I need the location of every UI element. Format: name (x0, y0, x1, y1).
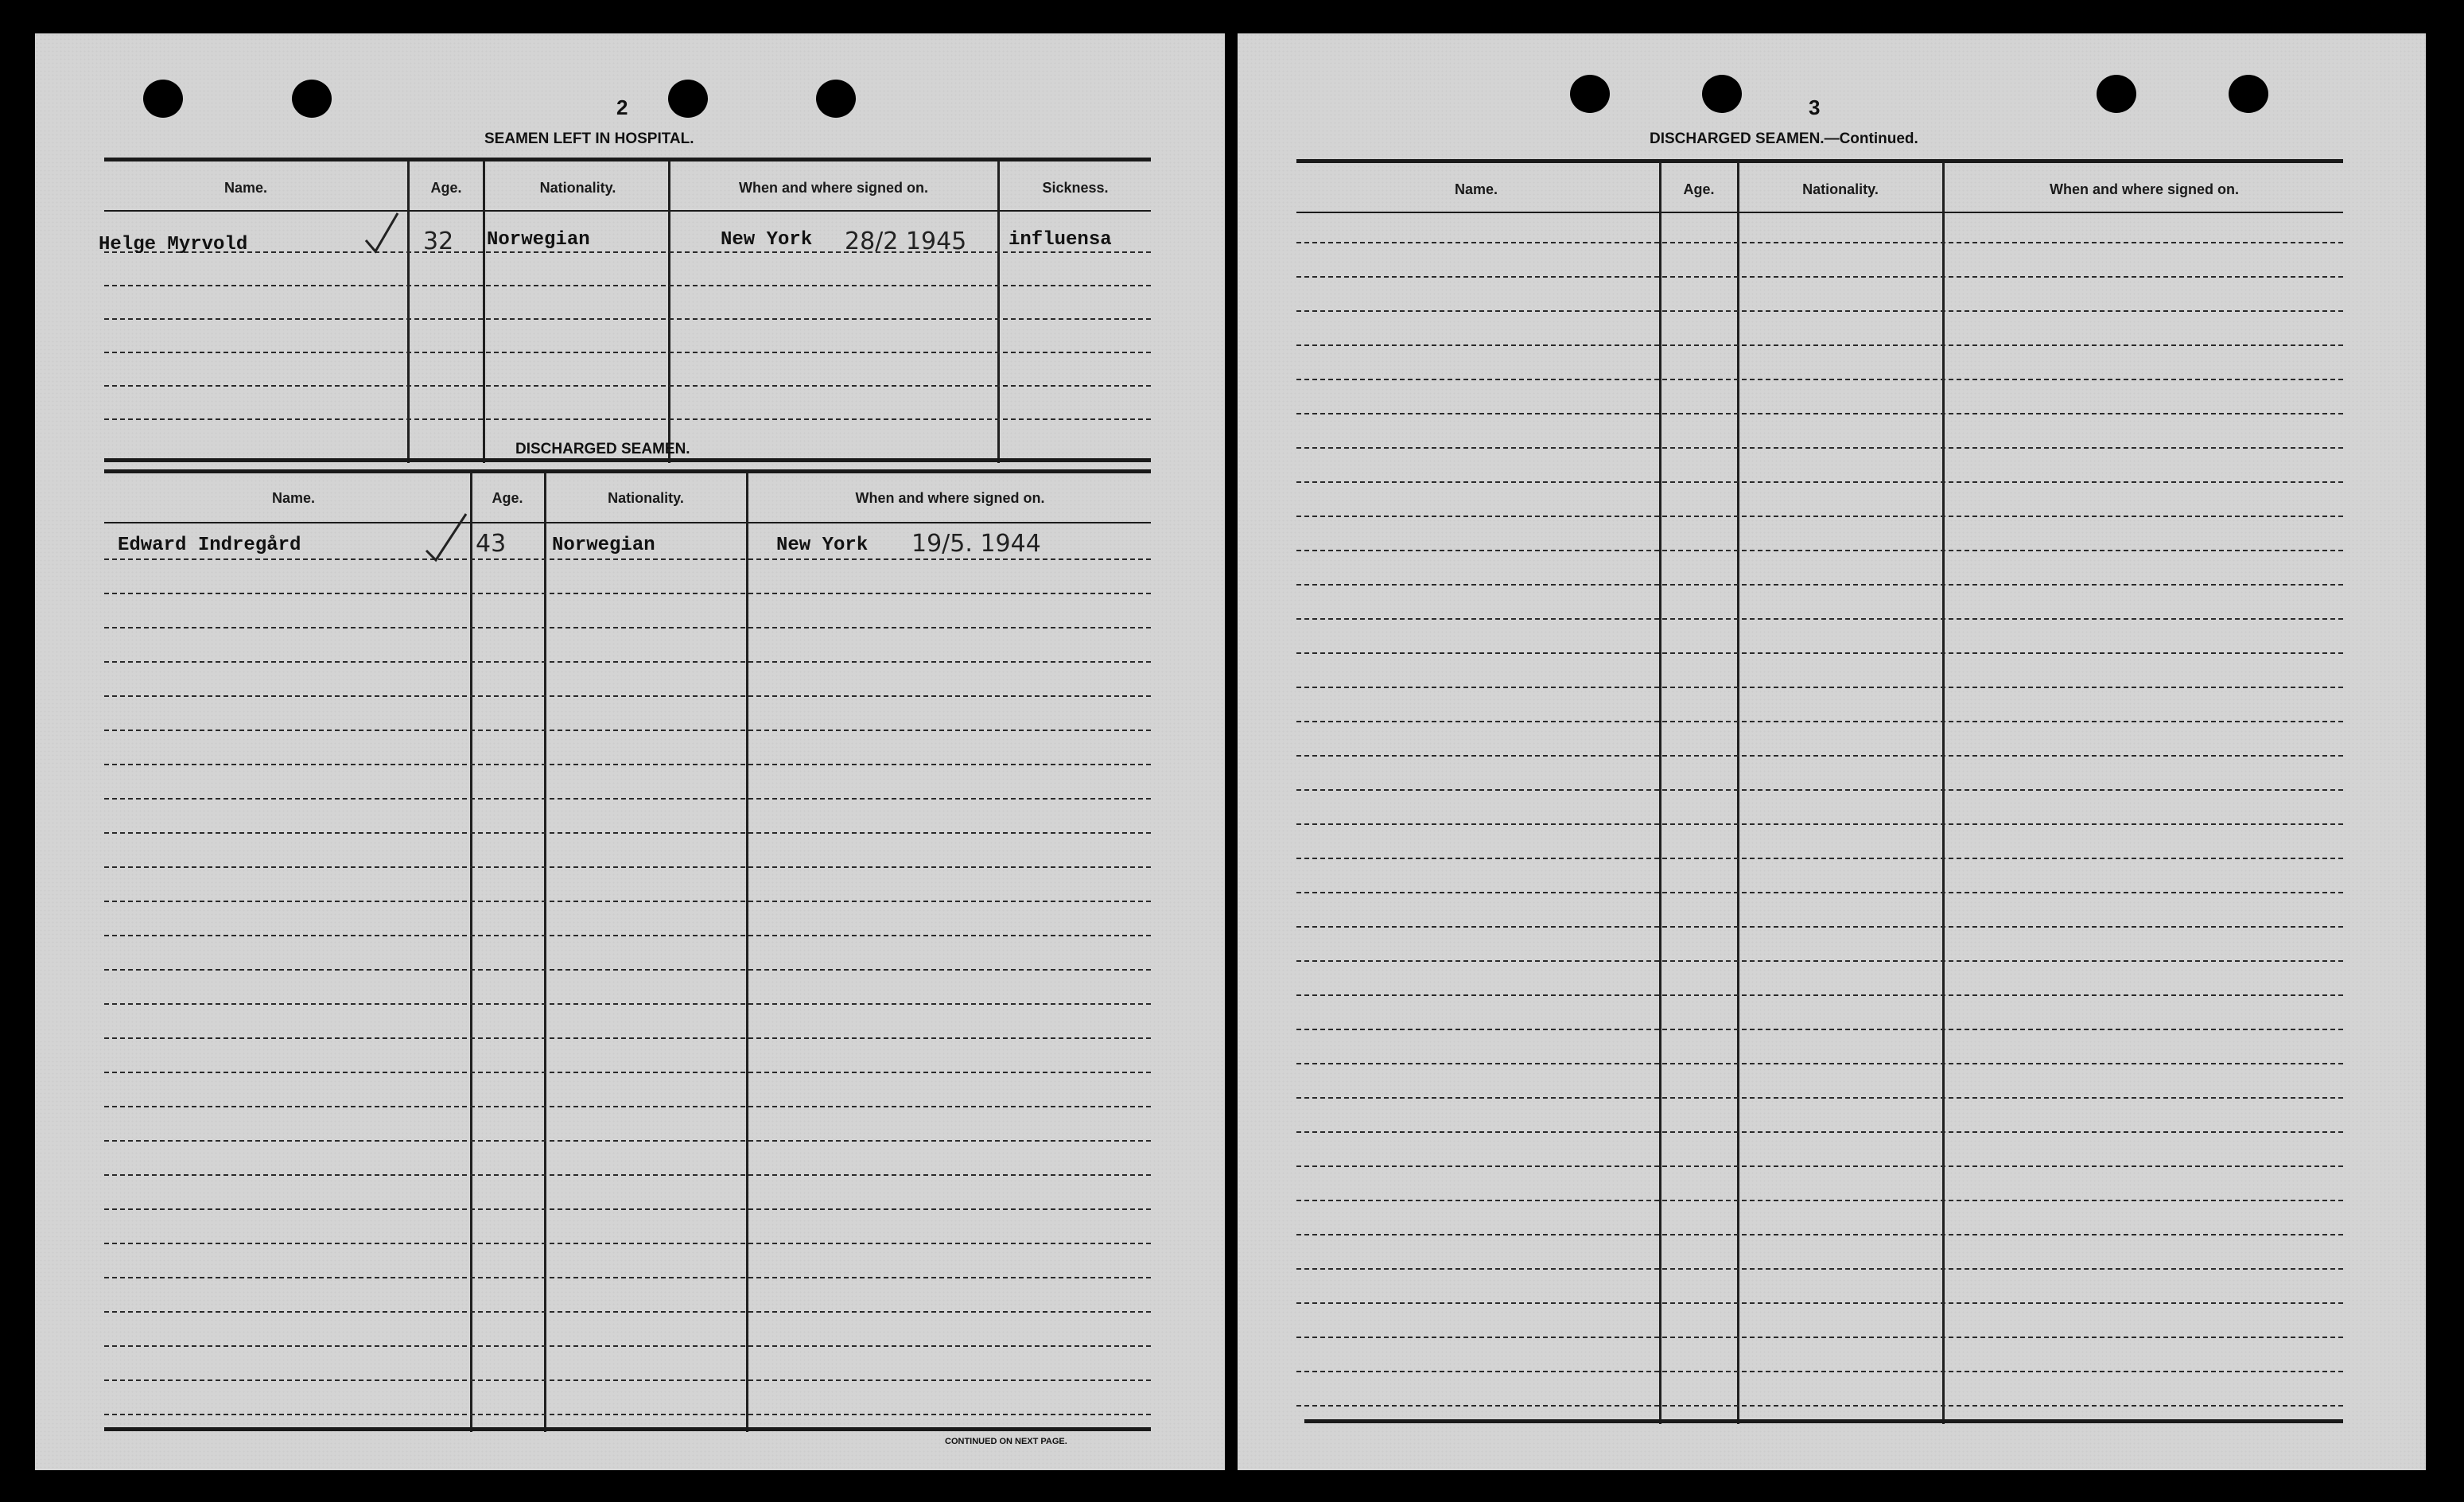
column-divider (668, 161, 670, 463)
row-line (1296, 858, 2343, 859)
row-line (104, 1277, 1151, 1278)
punch-hole (292, 80, 332, 118)
column-header-nationality: Nationality. (539, 180, 616, 196)
column-header-age: Age. (1683, 181, 1715, 197)
row-line (104, 1072, 1151, 1073)
row-line (104, 558, 1151, 560)
discharged-entry-age: 43 (476, 530, 507, 558)
table-bottom-rule (1304, 1419, 2343, 1423)
page-number: 2 (616, 95, 628, 119)
row-line (104, 1208, 1151, 1210)
hospital-entry-sickness: influensa (1009, 229, 1112, 251)
discharged-entry-place: New York (776, 535, 869, 556)
left-page (35, 33, 1225, 1470)
row-line (1296, 960, 2343, 962)
row-line (1296, 1234, 2343, 1235)
row-line (1296, 310, 2343, 312)
row-line (1296, 584, 2343, 586)
checkmark-icon (363, 210, 402, 258)
column-header-name: Name. (223, 180, 268, 196)
row-line (104, 1037, 1151, 1039)
row-line (104, 1345, 1151, 1347)
table-top-rule (1296, 159, 2343, 163)
row-line (1296, 1268, 2343, 1270)
row-line (104, 251, 1151, 253)
column-header-age: Age. (430, 180, 462, 196)
punch-hole (1570, 75, 1610, 113)
row-line (1296, 1029, 2343, 1030)
punch-hole (816, 80, 856, 118)
column-divider (470, 473, 472, 1432)
column-header-name: Name. (271, 490, 316, 506)
row-line (1296, 481, 2343, 483)
column-header-signed-on: When and where signed on. (738, 180, 929, 196)
row-line (104, 695, 1151, 697)
row-line (1296, 1131, 2343, 1133)
hospital-entry-place: New York (721, 229, 813, 251)
column-header-name: Name. (1454, 181, 1498, 197)
row-line (1296, 1165, 2343, 1167)
row-line (1296, 242, 2343, 243)
column-divider (746, 473, 748, 1432)
row-line (104, 1243, 1151, 1244)
row-line (1296, 687, 2343, 688)
column-header-age: Age. (492, 490, 523, 506)
header-bottom-rule (1296, 212, 2343, 213)
checkmark-icon (422, 511, 469, 566)
discharged-section-title: DISCHARGED SEAMEN. (515, 441, 690, 457)
row-line (1296, 823, 2343, 825)
row-line (1296, 994, 2343, 996)
hospital-section-title: SEAMEN LEFT IN HOSPITAL. (484, 130, 694, 147)
column-header-nationality: Nationality. (1802, 181, 1879, 197)
continued-note: CONTINUED ON NEXT PAGE. (945, 1437, 1067, 1446)
discharged-entry-nationality: Norwegian (552, 535, 655, 556)
row-line (104, 661, 1151, 663)
column-header-signed-on: When and where signed on. (855, 490, 1045, 506)
row-line (104, 969, 1151, 971)
row-line (1296, 1063, 2343, 1064)
row-line (1296, 926, 2343, 928)
row-line (104, 418, 1151, 420)
row-line (104, 1140, 1151, 1142)
row-line (1296, 413, 2343, 414)
column-header-signed-on: When and where signed on. (2049, 181, 2240, 197)
row-line (104, 593, 1151, 594)
row-line (104, 866, 1151, 868)
header-bottom-rule (104, 210, 1151, 212)
punch-hole (2097, 75, 2136, 113)
row-line (104, 1311, 1151, 1313)
row-line (1296, 892, 2343, 893)
punch-hole (143, 80, 183, 118)
hospital-entry-age: 32 (423, 228, 454, 255)
row-line (1296, 1371, 2343, 1372)
table-top-rule (104, 469, 1151, 473)
table-top-rule (104, 158, 1151, 161)
right-page (1238, 33, 2426, 1470)
row-line (1296, 344, 2343, 346)
row-line (1296, 1097, 2343, 1099)
discharged-continued-title: DISCHARGED SEAMEN.—Continued. (1650, 130, 1918, 147)
page-number: 3 (1809, 95, 1821, 119)
row-line (1296, 1405, 2343, 1407)
column-divider (483, 161, 485, 463)
header-bottom-rule (104, 522, 1151, 523)
row-line (1296, 652, 2343, 654)
row-line (1296, 618, 2343, 620)
row-line (1296, 276, 2343, 278)
row-line (104, 730, 1151, 731)
row-line (1296, 1302, 2343, 1304)
row-line (104, 318, 1151, 320)
row-line (104, 935, 1151, 936)
column-divider (407, 161, 410, 463)
row-line (104, 901, 1151, 902)
row-line (1296, 516, 2343, 517)
row-line (104, 285, 1151, 286)
row-line (104, 1003, 1151, 1005)
hospital-entry-name: Helge Myrvold (99, 234, 248, 255)
column-header-sickness: Sickness. (1042, 180, 1109, 196)
row-line (104, 385, 1151, 387)
column-divider (997, 161, 1000, 463)
row-line (1296, 1200, 2343, 1201)
row-line (104, 832, 1151, 834)
row-line (104, 352, 1151, 353)
row-line (1296, 550, 2343, 551)
punch-hole (2229, 75, 2268, 113)
discharged-entry-name: Edward Indregård (118, 535, 301, 556)
row-line (1296, 1337, 2343, 1338)
row-line (104, 1106, 1151, 1107)
row-line (1296, 721, 2343, 722)
discharged-entry-date: 19/5. 1944 (911, 530, 1041, 558)
table-bottom-rule (104, 458, 1151, 462)
table-bottom-rule (104, 1427, 1151, 1431)
row-line (1296, 379, 2343, 380)
column-divider (544, 473, 546, 1432)
punch-hole (668, 80, 708, 118)
row-line (104, 1174, 1151, 1176)
row-line (104, 798, 1151, 800)
punch-hole (1702, 75, 1742, 113)
row-line (1296, 447, 2343, 449)
hospital-entry-date: 28/2 1945 (845, 228, 967, 255)
row-line (104, 1414, 1151, 1415)
row-line (1296, 755, 2343, 757)
hospital-entry-nationality: Norwegian (487, 229, 590, 251)
column-header-nationality: Nationality. (608, 490, 684, 506)
row-line (1296, 789, 2343, 791)
row-line (104, 627, 1151, 628)
row-line (104, 1379, 1151, 1381)
row-line (104, 764, 1151, 765)
